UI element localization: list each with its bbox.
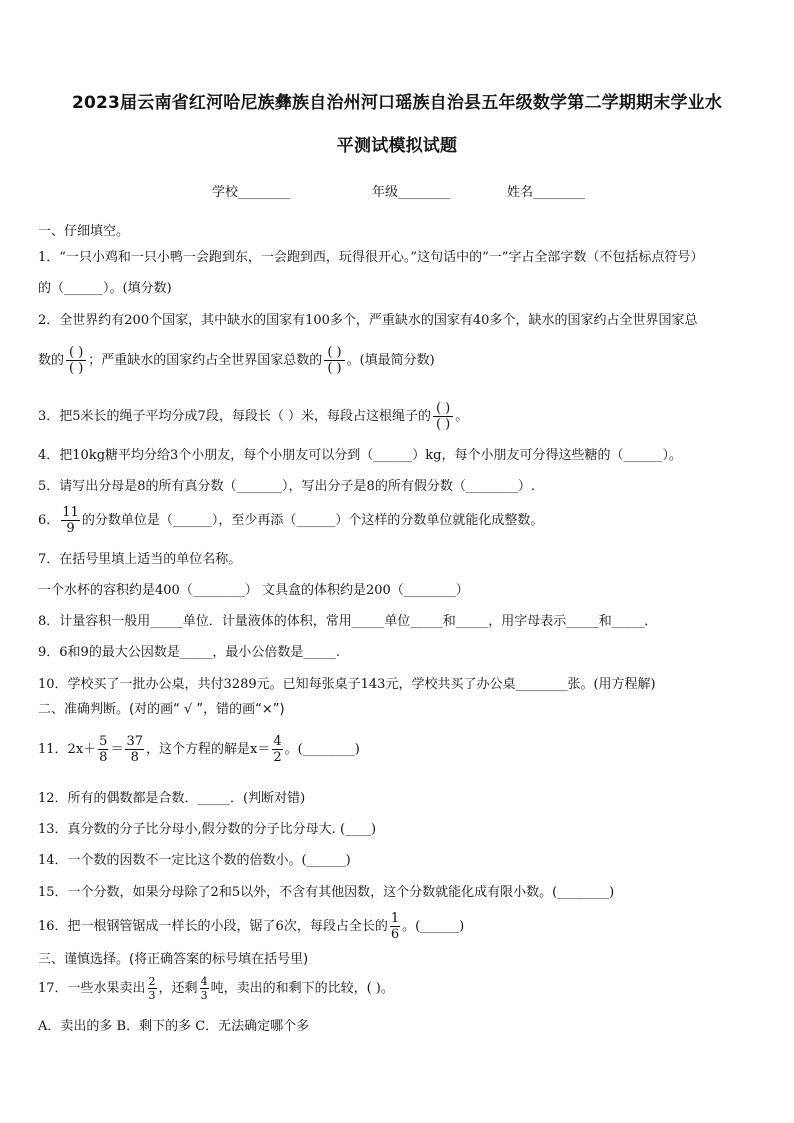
school-field [212,181,290,200]
fraction-numerator: ( ) [327,345,342,360]
name-blank: ________ [533,185,586,200]
question-17-text-b: ，还剩 [158,981,198,996]
question-11-text-c: 。(________) [284,742,360,757]
question-2-line-1: 2．全世界约有200个国家，其中缺水的国家有100多个，严重缺水的国家有40多个，缺水的国家约占全世界国家总 [38,313,698,328]
question-10: 10．学校买了一批办公桌，共付3289元。已知每张桌子143元，学校共买了办公桌________张。(用方程解) [38,677,656,692]
section-2-heading: 二、准确判断。(对的画“ √ ”，错的画“×”) [38,702,285,717]
question-3-fraction [433,402,453,431]
student-info-row [0,181,794,201]
question-16-text-b: 。(______) [402,919,465,934]
question-2-line-2 [38,346,435,375]
grade-blank: ________ [398,185,451,200]
question-14: 14．一个数的因数不一定比这个数的倍数小。(______) [38,853,351,868]
section-1-heading: 一、仔细填空。 [38,224,130,239]
question-15: 15．一个分数，如果分母除了2和5以外，不含有其他因数，这个分数就能化成有限小数。(________) [38,885,615,900]
question-3-text-a: 3．把5米长的绳子平均分成7段，每段长（ ）米，每段占这根绳子的 [38,409,431,424]
question-7-items: 一个水杯的容积约是400（________） 文具盒的体积约是200（________） [38,583,469,598]
question-17-options: A．卖出的多 B．剩下的多 C．无法确定哪个多 [38,1019,310,1034]
school-label: 学校 [212,185,239,200]
question-1-line-1: 1．“一只小鸡和一只小鸭一会跑到东，一会跑到西，玩得很开心。”这句话中的“一”字占全部字数（不包括标点符号） [38,250,704,265]
question-16 [38,912,464,941]
question-4: 4．把10kg糖平均分给3个小朋友，每个小朋友可以分到（______）kg，每个小朋友可分得这些糖的（______）。 [38,448,682,463]
question-11 [38,735,360,764]
question-17 [38,976,394,1001]
question-2-fraction-1 [66,346,86,375]
question-6-fraction [61,506,80,535]
question-16-text-a: 16．把一根钢管锯成一样长的小段，锯了6次，每段占全长的 [38,919,388,934]
name-label: 姓名 [507,185,534,200]
question-6 [38,506,543,535]
grade-label: 年级 [372,185,399,200]
fraction-numerator: 5 [99,734,108,749]
name-field [507,181,585,200]
question-3-text-b: 。 [455,409,469,424]
question-11-text-b: ，这个方程的解是x＝ [146,742,271,757]
fraction-numerator: 11 [62,505,79,520]
question-2-text-c: 。(填最简分数) [346,353,435,368]
fraction-denominator: ( ) [327,361,342,376]
question-11-fraction-1 [98,735,108,764]
fraction-numerator: 1 [390,911,400,926]
question-17-text-c: 吨，卖出的和剩下的比较，( )。 [210,981,394,996]
section-3-heading: 三、谨慎选择。(将正确答案的标号填在括号里) [38,952,309,967]
question-16-fraction [390,912,400,941]
fraction-denominator: 2 [273,750,282,765]
grade-field [372,181,450,200]
fraction-numerator: ( ) [435,401,451,416]
question-17-fraction-2 [200,976,209,1001]
exam-title-line-2: 平测试模拟试题 [336,136,458,156]
question-1-line-2: 的（______）。(填分数) [38,281,172,296]
fraction-numerator: 2 [148,975,156,988]
question-9: 9．6和9的最大公因数是_____，最小公倍数是_____. [38,645,340,660]
fraction-numerator: ( ) [69,345,84,360]
question-2-fraction-2 [324,346,344,375]
question-2-text-b: ；严重缺水的国家约占全世界国家总数的 [88,353,323,368]
school-blank: ________ [238,185,291,200]
question-5: 5．请写出分母是8的所有真分数（_______），写出分子是8的所有假分数（________）. [38,479,535,494]
question-17-text-a: 17．一些水果卖出 [38,981,146,996]
question-11-fraction-3 [272,735,282,764]
fraction-denominator: 9 [66,521,75,536]
fraction-numerator: 4 [273,734,282,749]
question-12: 12．所有的偶数都是合数．_____．(判断对错) [38,791,306,806]
question-11-fraction-2 [125,735,144,764]
fraction-denominator: 3 [148,989,156,1002]
question-6-text: 的分数单位是（______），至少再添（______）个这样的分数单位就能化成整数。 [81,513,544,528]
question-7: 7．在括号里填上适当的单位名称。 [38,552,242,567]
fraction-denominator: 8 [130,750,139,765]
fraction-denominator: 8 [99,750,108,765]
question-2-text-a: 数的 [38,353,65,368]
fraction-denominator: 3 [200,989,208,1002]
question-3 [38,402,468,431]
fraction-denominator: 6 [390,927,400,942]
fraction-numerator: 37 [126,734,143,749]
fraction-denominator: ( ) [435,417,451,432]
fraction-numerator: 4 [200,975,208,988]
question-6-number: 6． [38,513,60,528]
question-13: 13．真分数的分子比分母小,假分数的分子比分母大. (____) [38,822,377,837]
question-8: 8．计量容积一般用_____单位．计量液体的体积，常用_____单位_____和_____，用字母表示_____和_____． [38,614,658,629]
exam-title-line-1: 2023届云南省红河哈尼族彝族自治州河口瑶族自治县五年级数学第二学期期末学业水 [71,93,723,113]
question-11-text-a: 11．2x＋ [38,742,97,757]
question-17-fraction-1 [148,976,157,1001]
question-11-equals: ＝ [110,742,124,757]
fraction-denominator: ( ) [69,361,84,376]
